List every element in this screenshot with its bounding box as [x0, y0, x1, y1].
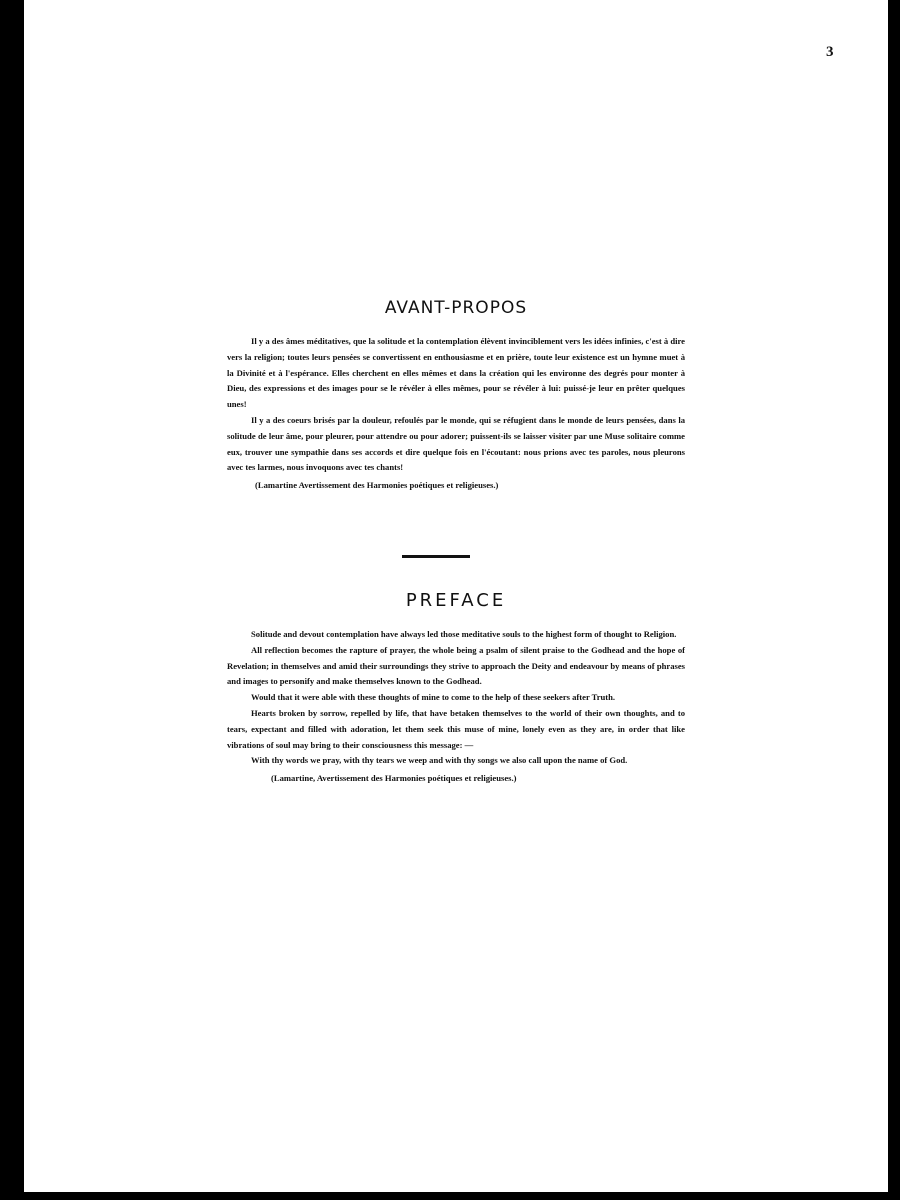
preface-section	[227, 590, 685, 787]
section-divider	[402, 555, 470, 558]
preface-paragraph-5: With thy words we pray, with thy tears we weep and with thy songs we also call upon the name of God.	[251, 755, 628, 766]
preface-paragraph-3: Would that it were able with these thoughts of mine to come to the help of these seekers after Truth.	[251, 692, 616, 703]
avant-propos-paragraph-2: Il y a des coeurs brisés par la douleur, refoulés par le monde, qui se réfugient dans le monde de leurs pensées, dans la solitude de leur âme, pour pleurer, pour attendre ou pour adorer; puissent-ils se laisser visiter par une Muse solitaire comme eux, trouver une sympathie dans ses accords et dire quelque fois en l'écoutant: nous prions avec tes paroles, nous pleurons avec tes larmes, nous invoquons avec tes chants!	[227, 414, 685, 473]
avant-propos-section	[227, 298, 685, 494]
preface-title: PREFACE	[405, 590, 507, 611]
preface-attribution: (Lamartine, Avertissement des Harmonies poétiques et religieuses.)	[271, 773, 517, 784]
page-number: 3	[826, 44, 834, 60]
preface-paragraph-1: Solitude and devout contemplation have always led those meditative souls to the highest form of thought to Religion.	[251, 629, 677, 639]
preface-paragraph-2: All reflection becomes the rapture of prayer, the whole being a psalm of silent praise to the Godhead and the hope of Revelation; in themselves and amid their surroundings they strive to approach the Deity and endeavour by means of phrases and images to personify and make themselves known to the Godhead.	[227, 644, 685, 687]
avant-propos-title: AVANT-PROPOS	[384, 298, 528, 318]
avant-propos-attribution: (Lamartine Avertissement des Harmonies poétiques et religieuses.)	[255, 480, 499, 491]
preface-paragraph-4: Hearts broken by sorrow, repelled by life, that have betaken themselves to the world of their own thoughts, and to tears, expectant and filled with adoration, let them seek this muse of mine, lonely even as they are, in order that like vibrations of soul may bring to their consciousness this message: —	[227, 707, 685, 750]
avant-propos-paragraph-1: Il y a des âmes méditatives, que la solitude et la contemplation élèvent invinciblement vers les idées infinies, c'est à dire vers la religion; toutes leurs pensées se convertissent en enthousiasme et en prière, toute leur existence est un hymne muet à la Divinité et à l'espérance. Elles cherchent en elles mêmes et dans la création qui les environne des degrés pour monter à Dieu, des expressions et des images pour se le révéler à elles mêmes, pour se révéler à lui: puissé-je leur en prêter quelques unes!	[227, 336, 685, 410]
